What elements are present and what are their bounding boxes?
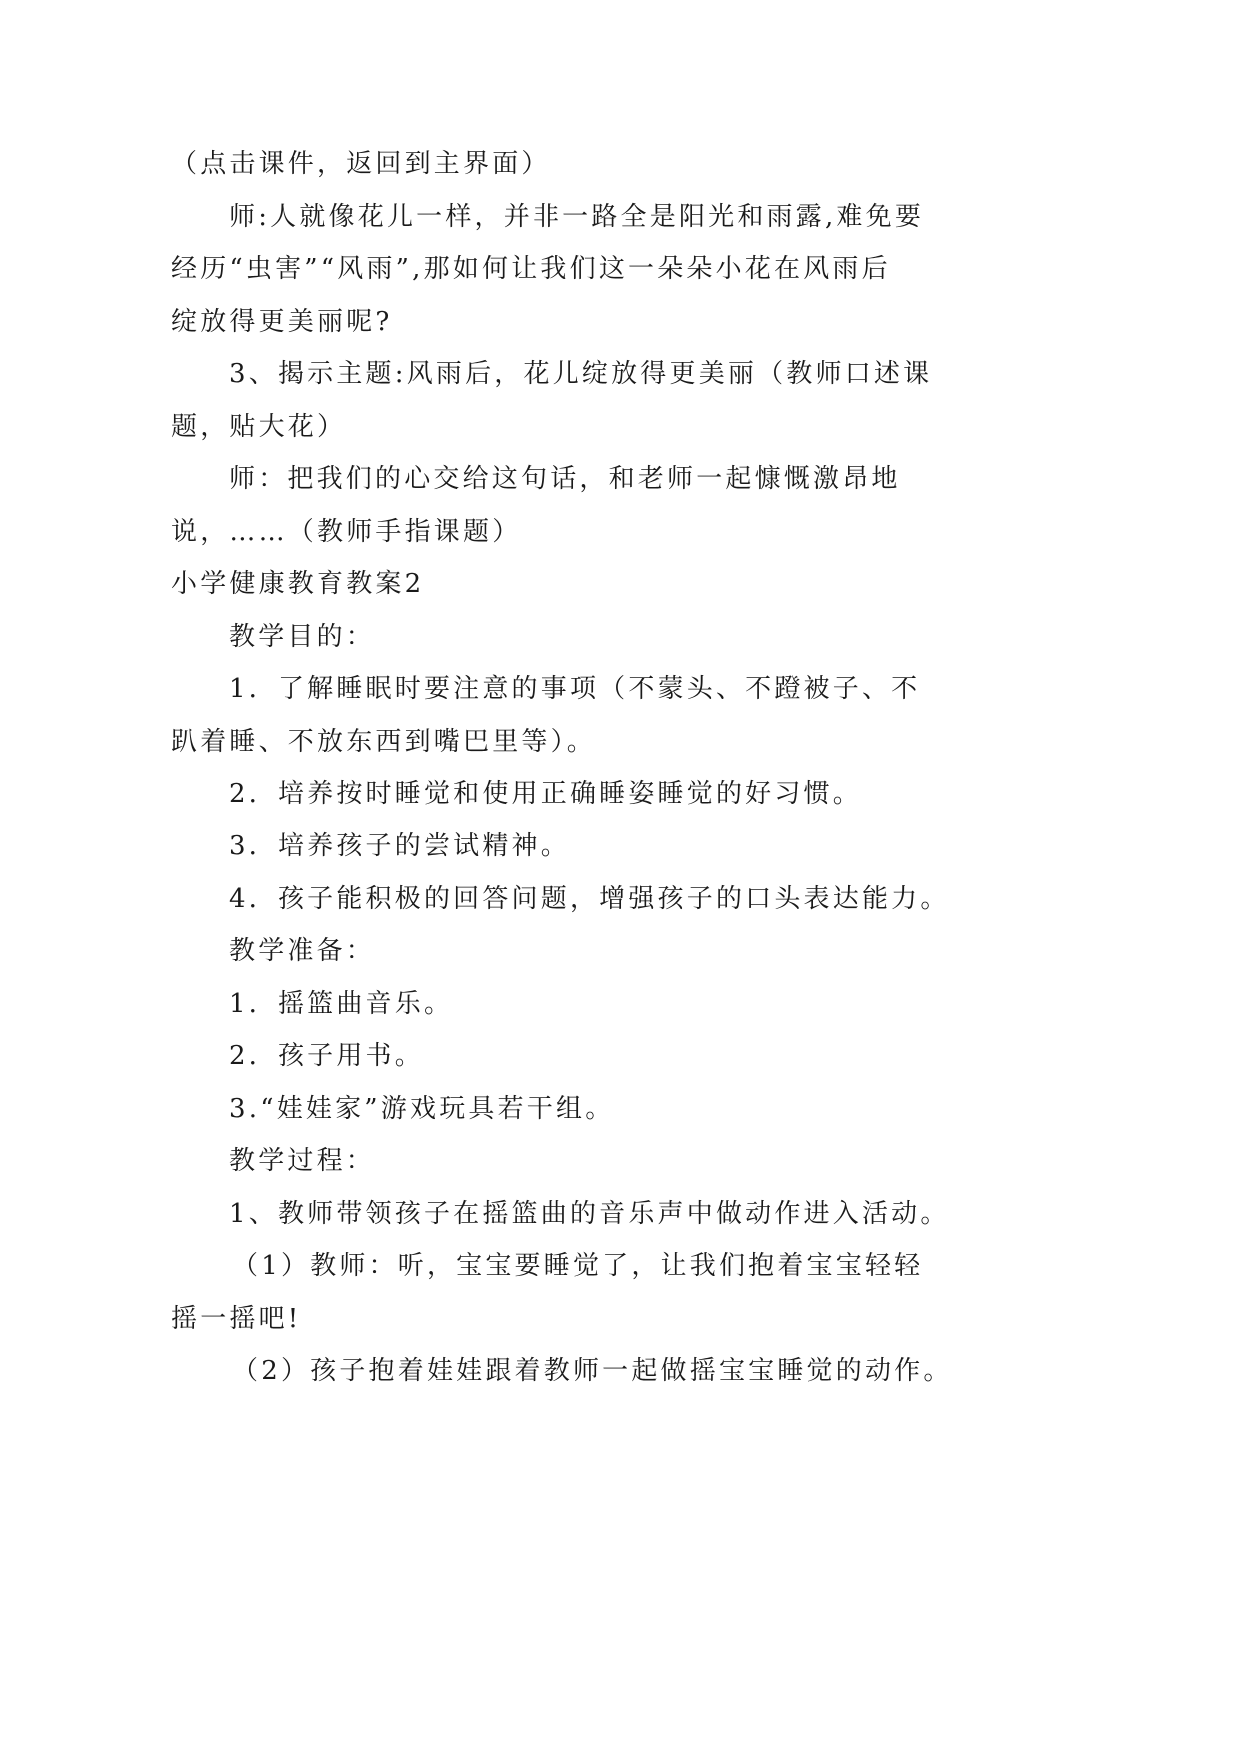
text-line: 说，……（教师手指课题） [171,517,522,547]
text-line: 摇一摇吧! [171,1304,302,1334]
text-line: 趴着睡、不放东西到嘴巴里等）。 [171,727,597,757]
text-line: 2．培养按时睡觉和使用正确睡姿睡觉的好习惯。 [229,779,862,809]
text-line: 4．孩子能积极的回答问题，增强孩子的口头表达能力。 [229,884,950,914]
text-line: （1）教师：听，宝宝要睡觉了，让我们抱着宝宝轻轻 [232,1251,924,1281]
text-line: 3.“娃娃家”游戏玩具若干组。 [229,1094,615,1124]
text-line: 绽放得更美丽呢? [171,307,393,337]
text-line: 1．摇篮曲音乐。 [229,989,454,1019]
text-line: 3．培养孩子的尝试精神。 [229,831,570,861]
text-line: 题，贴大花） [171,412,347,442]
text-line: 1、教师带领孩子在摇篮曲的音乐声中做动作进入活动。 [229,1199,950,1229]
text-line: 师:人就像花儿一样，并非一路全是阳光和雨露,难免要 [229,202,925,232]
text-line: 教学准备： [229,936,376,966]
text-line: 1．了解睡眠时要注意的事项（不蒙头、不蹬被子、不 [229,674,921,704]
text-line: 2．孩子用书。 [229,1041,424,1071]
text-line: 教学目的： [229,622,376,652]
section-heading: 小学健康教育教案2 [171,569,425,599]
text-line: 师：把我们的心交给这句话，和老师一起慷慨激昂地 [229,464,901,494]
text-line: （2）孩子抱着娃娃跟着教师一起做摇宝宝睡觉的动作。 [232,1356,953,1386]
text-line: 教学过程： [229,1146,376,1176]
text-line: 经历“虫害”“风雨”,那如何让我们这一朵朵小花在风雨后 [171,254,891,284]
text-line: （点击课件，返回到主界面） [171,149,551,179]
text-line: 3、揭示主题:风雨后，花儿绽放得更美丽（教师口述课 [229,359,933,389]
